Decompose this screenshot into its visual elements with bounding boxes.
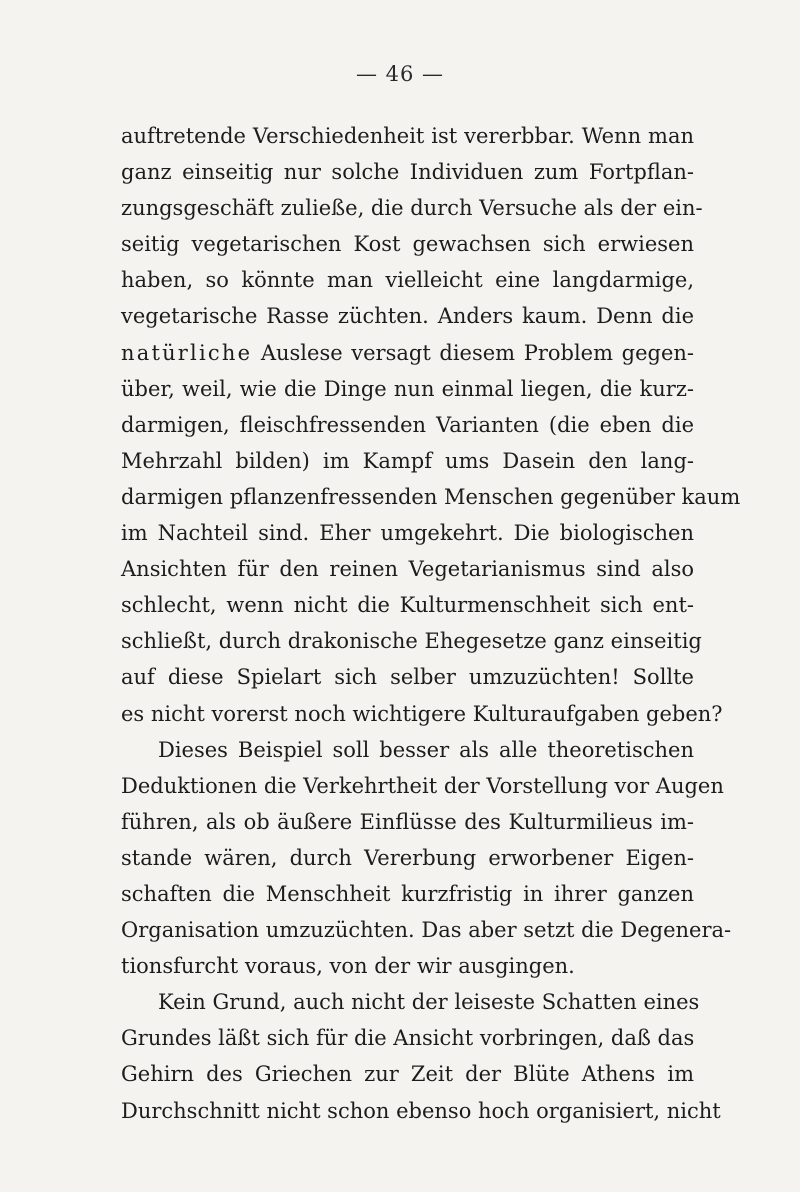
text-line: zungsgeschäft zuließe, die durch Versuche als der ein- xyxy=(121,196,703,221)
body-text xyxy=(121,118,741,1129)
text-line: auftretende Verschiedenheit ist vererbbar. Wenn man xyxy=(121,124,694,148)
text-line: Mehrzahl bilden) im Kampf ums Dasein den lang- xyxy=(121,448,694,473)
text-line: Ansichten für den reinen Vegetarianismus sind also xyxy=(121,557,694,582)
text-line: auf diese Spielart sich selber umzuzüchten! Sollte xyxy=(121,665,694,690)
text-line: stande wären, durch Vererbung erworbener Eigen- xyxy=(121,845,694,870)
text-line: führen, als ob äußere Einflüsse des Kulturmilieus im- xyxy=(121,809,694,834)
text-line-rest: Auslese versagt diesem Problem gegen- xyxy=(260,340,694,365)
text-line: über, weil, wie die Dinge nun einmal liegen, die kurz- xyxy=(121,376,694,401)
page-number: — 46 — xyxy=(355,62,445,86)
emphasized-word: natürliche xyxy=(121,340,253,365)
text-line: darmigen pflanzenfressenden Menschen gegenüber kaum xyxy=(121,484,741,509)
text-line: haben, so könnte man vielleicht eine langdarmige, xyxy=(121,268,694,293)
text-line: Organisation umzuzüchten. Das aber setzt die Degenera- xyxy=(121,918,732,943)
text-line: Dieses Beispiel soll besser als alle theoretischen xyxy=(158,737,694,762)
text-line: Durchschnitt nicht schon ebenso hoch organisiert, nicht xyxy=(121,1098,721,1123)
text-line: Grundes läßt sich für die Ansicht vorbringen, daß das xyxy=(121,1026,695,1051)
text-line: schlecht, wenn nicht die Kulturmenschheit sich ent- xyxy=(121,593,694,618)
text-line: tionsfurcht voraus, von der wir ausgingen. xyxy=(121,954,575,979)
text-line: vegetarische Rasse züchten. Anders kaum. Denn die xyxy=(121,304,694,329)
text-line: Deduktionen die Verkehrtheit der Vorstellung vor Augen xyxy=(121,773,724,798)
text-line xyxy=(121,335,694,371)
text-line: ganz einseitig nur solche Individuen zum Fortpflan- xyxy=(121,160,694,185)
text-line: schließt, durch drakonische Ehegesetze ganz einseitig xyxy=(121,629,702,654)
text-line: schaften die Menschheit kurzfristig in ihrer ganzen xyxy=(121,881,694,906)
text-line: es nicht vorerst noch wichtigere Kulturaufgaben geben? xyxy=(121,701,723,726)
text-line: Gehirn des Griechen zur Zeit der Blüte Athens im xyxy=(121,1062,694,1087)
text-line: seitig vegetarischen Kost gewachsen sich erwiesen xyxy=(121,232,694,257)
text-line: im Nachteil sind. Eher umgekehrt. Die biologischen xyxy=(121,521,694,546)
text-line: darmigen, fleischfressenden Varianten (die eben die xyxy=(121,412,694,437)
text-line: Kein Grund, auch nicht der leiseste Schatten eines xyxy=(158,990,700,1015)
